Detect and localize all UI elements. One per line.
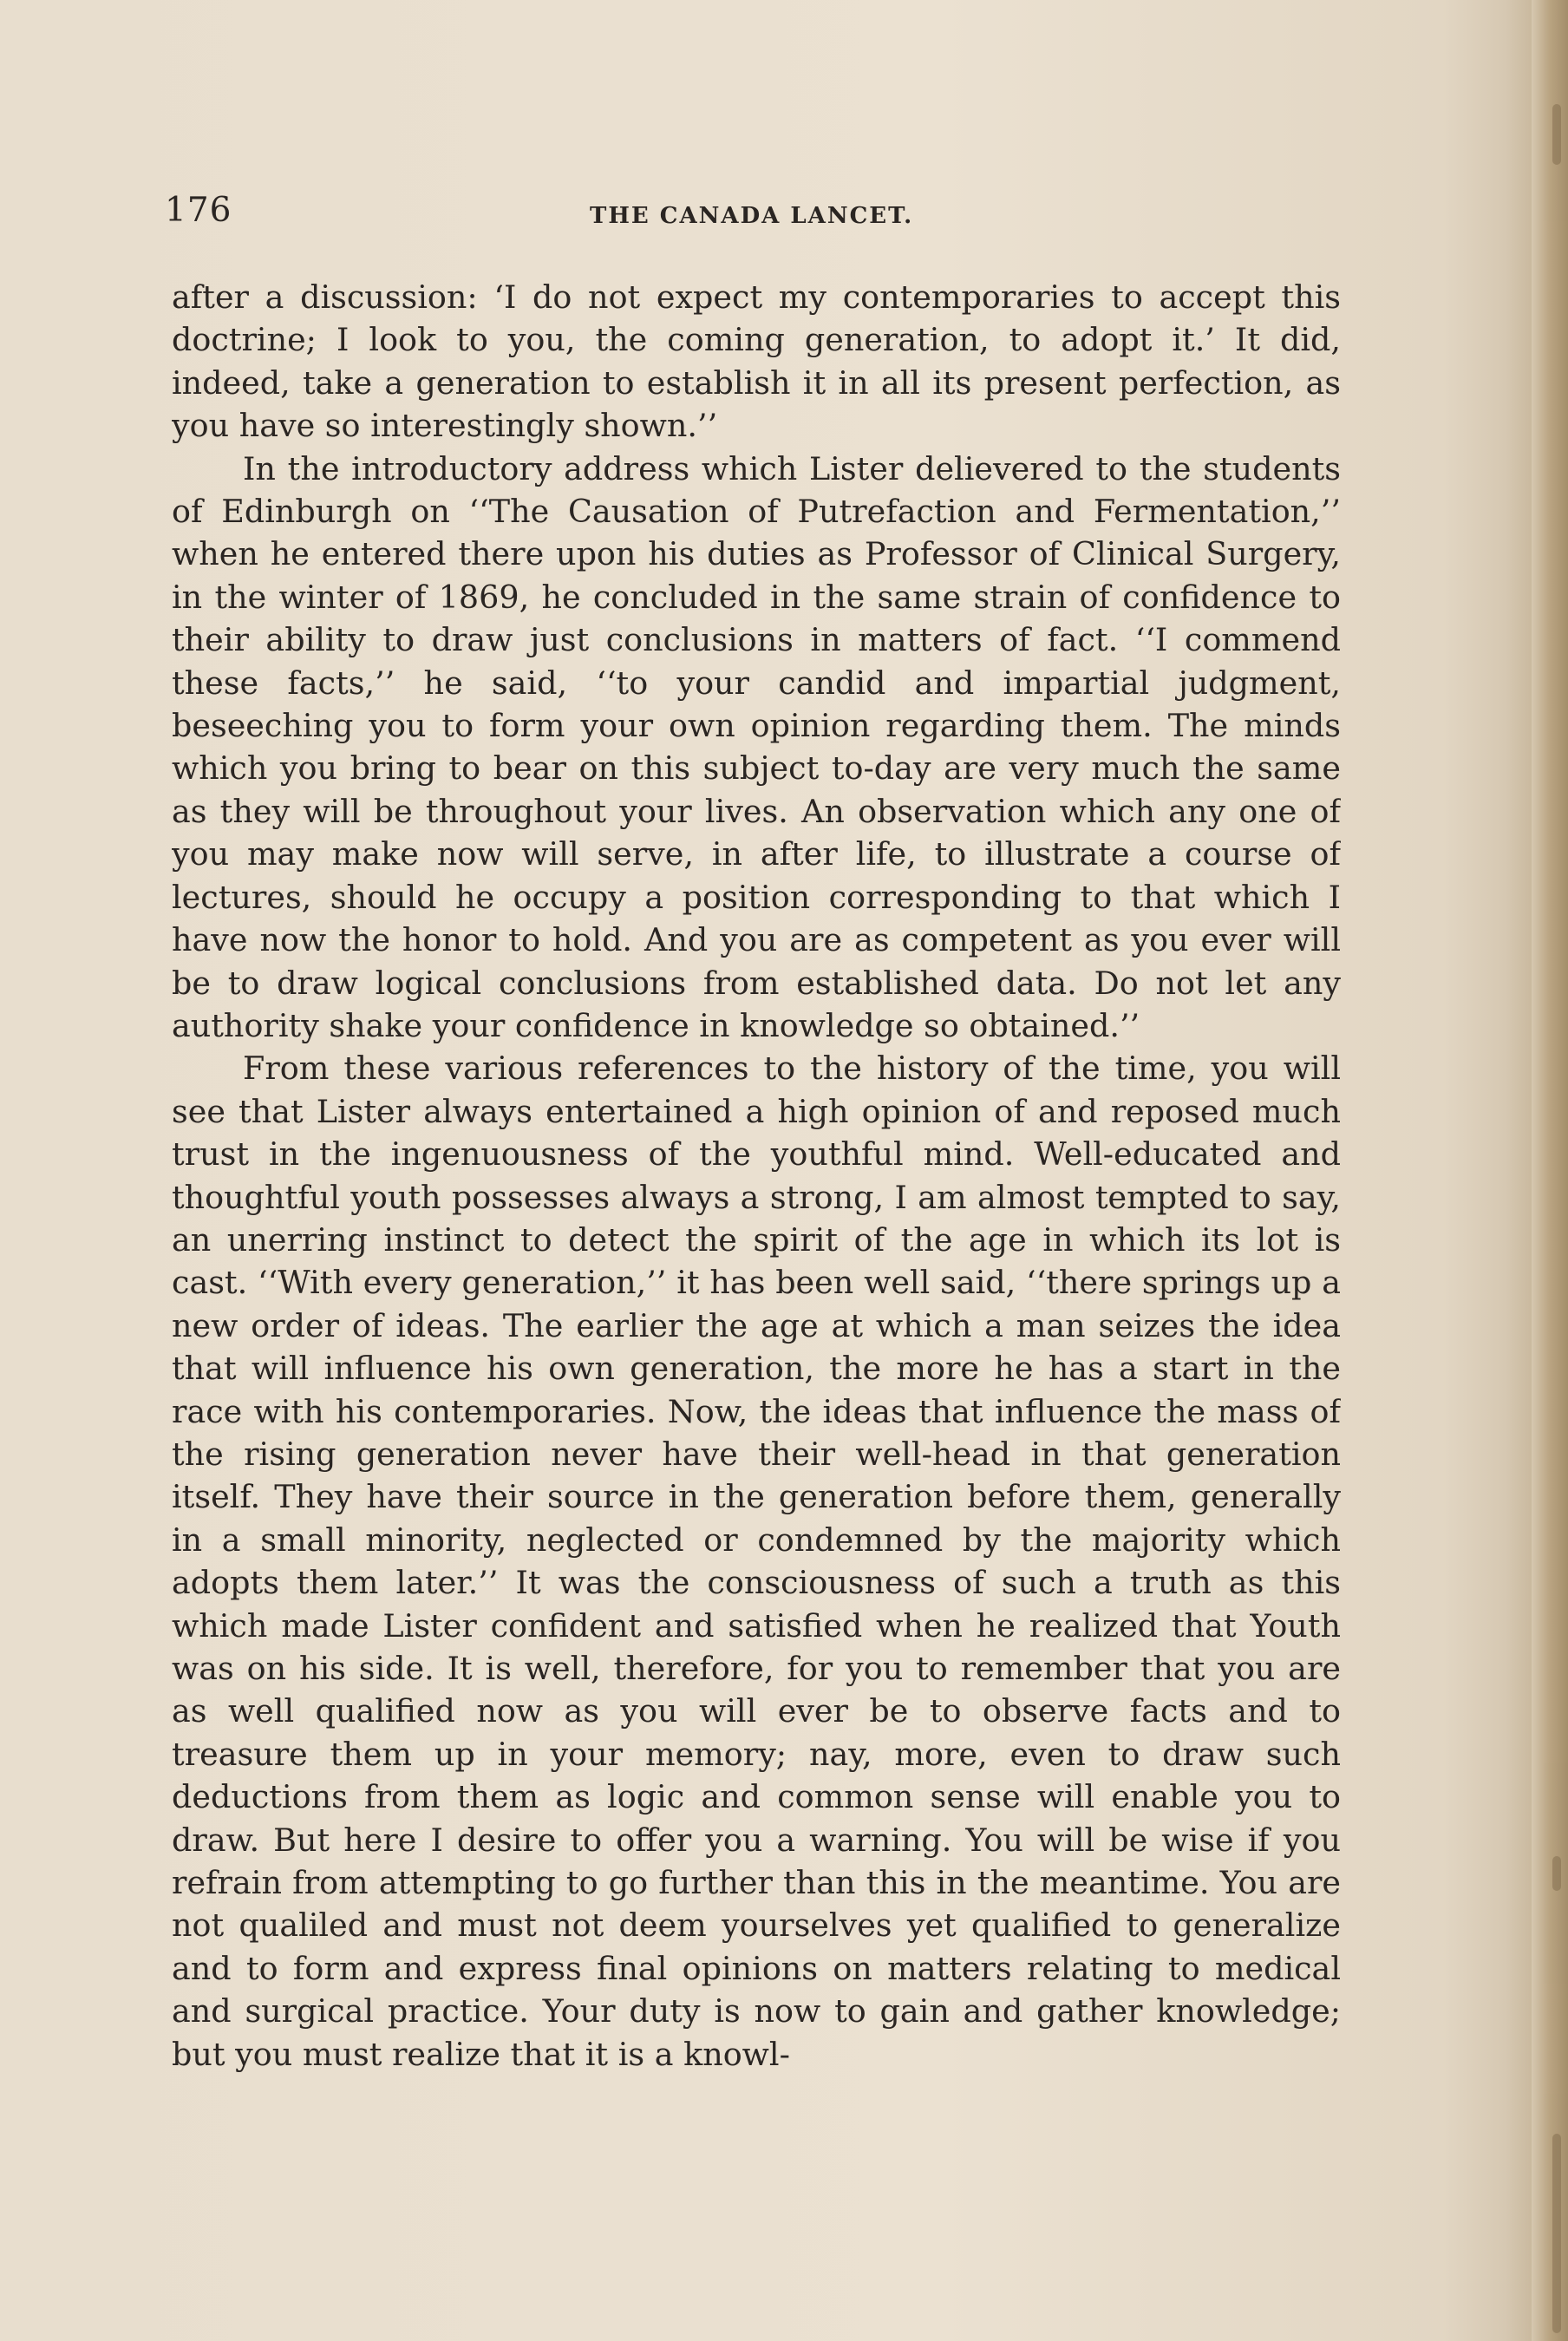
paragraph: after a discussion: ‘I do not expect my contemporaries to accept this doctrine; I look to you, the coming generation, to adopt it.’ It did, indeed, take a generation to establish it in all its present perfection, as you have so interestingly shown.’’ [172, 278, 1341, 445]
paragraph: In the introductory address which Lister delievered to the students of Edinburgh on ‘‘The Causation of Putrefaction and Fermentation,’’ when he entered there upon his duties as Professor of Clinical Surgery, in the winter of 1869, he concluded in the same strain of confidence to their ability to draw just conclusions in matters of fact. ‘‘I commend these facts,’’ he said, ‘‘to your candid and impartial judgment, beseeching you to form your own opinion regarding them. The minds which you bring to bear on this subject to-day are very much the same as they will be throughout your lives. An observation which any one of you may make now will serve, in after life, to illustrate a course of lectures, should he occupy a position corresponding to that which I have now the honor to hold. And you are as competent as you ever will be to draw logical conclusions from established data. Do not let any authority shake your confidence in knowledge so obtained.’’ [172, 449, 1341, 1044]
page-edge-shadow [1532, 0, 1568, 2341]
body-text [172, 276, 1341, 2167]
paragraph: From these various references to the history of the time, you will see that Lister always entertained a high opinion of and reposed much trust in the ingenuousness of the youthful mind. Well-educated and thoughtful youth possesses always a strong, I am almost tempted to say, an unerring instinct to detect the spirit of the age in which its lot is cast. ‘‘With every generation,’’ it has been well said, ‘‘there springs up a new order of ideas. The earlier the age at which a man seizes the idea that will influence his own generation, the more he has a start in the race with his contemporaries. Now, the ideas that influence the mass of the rising generation never have their well-head in that generation itself. They have their source in the generation before them, generally in a small minority, neglected or condemned by the majority which adopts them later.’’ It was the consciousness of such a truth as this which made Lister confident and satisfied when he realized that Youth was on his side. It is well, therefore, for you to remember that you are as well qualified now as you will ever be to observe facts and to treasure them up in your memory; nay, more, even to draw such deductions from them as logic and common sense will enable you to draw. But here I desire to offer you a warning. You will be wise if you refrain from attempting to go further than this in the meantime. You are not qualiled and must not deem yourselves yet qualified to generalize and to form and express final opinions on matters relating to medical and surgical practice. Your duty is now to gain and gather knowledge; but you must realize that it is a knowl- [172, 1050, 1341, 2073]
page-number: 176 [165, 191, 232, 230]
page-edge-mark [1552, 1856, 1561, 1891]
page-edge-mark [1552, 104, 1561, 165]
page-edge-mark [1552, 2134, 1561, 2333]
page-header [165, 191, 1344, 243]
running-title: THE CANADA LANCET. [590, 203, 914, 229]
